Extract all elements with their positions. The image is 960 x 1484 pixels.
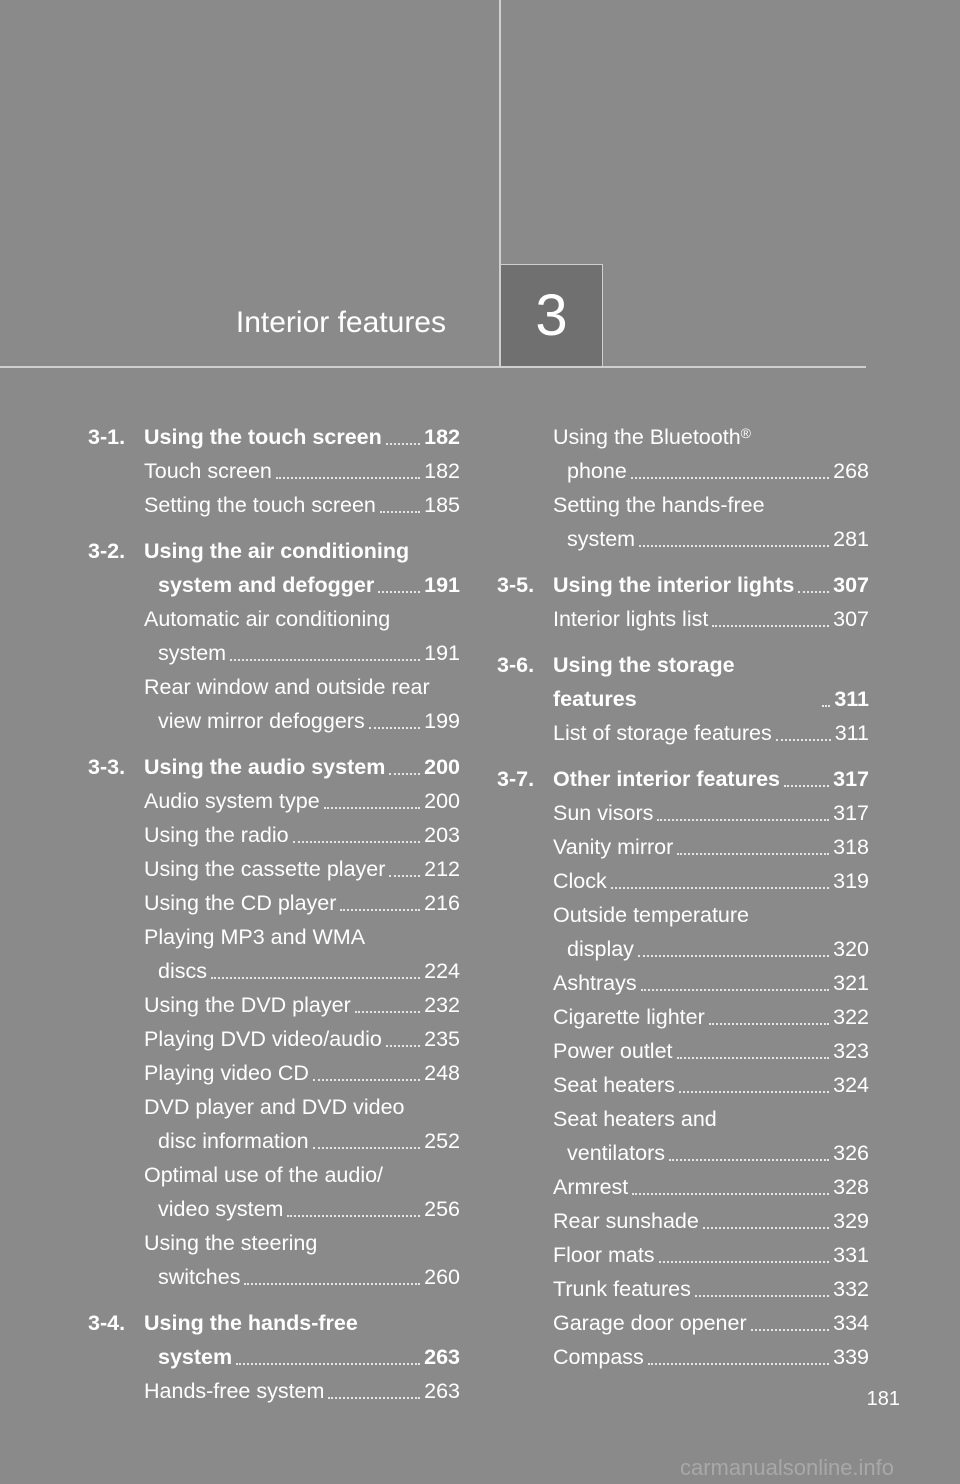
section-title[interactable] bbox=[497, 762, 869, 796]
toc-entry[interactable] bbox=[497, 1238, 869, 1272]
toc-page-number: 339 bbox=[833, 1345, 869, 1369]
dot-leader bbox=[677, 1057, 830, 1059]
dot-leader bbox=[677, 853, 829, 855]
dot-leader bbox=[798, 591, 829, 593]
toc-page-number: 200 bbox=[424, 789, 460, 813]
toc-page-number: 323 bbox=[833, 1039, 869, 1063]
dot-leader bbox=[386, 1045, 420, 1047]
toc-entry-text: Floor mats bbox=[553, 1243, 655, 1267]
toc-entry-text: Armrest bbox=[553, 1175, 629, 1199]
toc-entry[interactable] bbox=[88, 670, 460, 738]
dot-leader bbox=[784, 785, 829, 787]
toc-entry[interactable] bbox=[88, 920, 460, 988]
section-title[interactable] bbox=[497, 568, 869, 602]
toc-entry-text: system bbox=[158, 1345, 233, 1369]
toc-entry[interactable] bbox=[497, 1204, 869, 1238]
toc-entry-text: video system bbox=[158, 1197, 284, 1221]
toc-entry-text: system and defogger bbox=[158, 573, 375, 597]
toc-entry[interactable] bbox=[88, 1056, 460, 1090]
toc-section bbox=[497, 568, 869, 636]
section-title[interactable] bbox=[497, 648, 869, 716]
toc-page-number: 311 bbox=[834, 687, 869, 711]
toc-entry[interactable] bbox=[88, 818, 460, 852]
toc-entry-text: Trunk features bbox=[553, 1277, 691, 1301]
toc-entry-text: Using the touch screen bbox=[144, 425, 382, 449]
toc-entry-line-continued bbox=[88, 534, 460, 568]
toc-page-number: 263 bbox=[424, 1379, 460, 1403]
toc-entry[interactable] bbox=[497, 602, 869, 636]
dot-leader bbox=[679, 1091, 829, 1093]
section-title[interactable] bbox=[88, 750, 460, 784]
toc-section bbox=[88, 1306, 460, 1408]
toc-page-number: 332 bbox=[833, 1277, 869, 1301]
toc-entry-line bbox=[497, 1204, 869, 1238]
toc-entry-text: Power outlet bbox=[553, 1039, 673, 1063]
toc-entry[interactable] bbox=[497, 966, 869, 1000]
toc-page-number: 200 bbox=[424, 755, 460, 779]
toc-entry-line bbox=[497, 568, 869, 602]
dot-leader bbox=[380, 511, 420, 513]
section-number: 3-4. bbox=[88, 1311, 126, 1335]
toc-page-number: 311 bbox=[834, 721, 869, 745]
chapter-number: 3 bbox=[535, 283, 568, 348]
toc-right-column bbox=[497, 420, 869, 1374]
toc-entry-text: Seat heaters bbox=[553, 1073, 675, 1097]
toc-page-number: 328 bbox=[833, 1175, 869, 1199]
section-heading bbox=[88, 534, 460, 602]
dot-leader bbox=[703, 1227, 829, 1229]
toc-entry-text: Using the interior lights bbox=[553, 573, 795, 597]
toc-entry-text: Setting the hands-free bbox=[553, 493, 765, 517]
toc-page-number: 182 bbox=[424, 425, 460, 449]
toc-entry[interactable] bbox=[497, 1340, 869, 1374]
toc-entry-line bbox=[88, 1374, 460, 1408]
toc-entry[interactable] bbox=[497, 796, 869, 830]
toc-page-number: 199 bbox=[424, 709, 460, 733]
registered-mark: ® bbox=[740, 425, 751, 441]
toc-entry-text: switches bbox=[158, 1265, 241, 1289]
toc-entry[interactable] bbox=[497, 1034, 869, 1068]
dot-leader bbox=[632, 1193, 829, 1195]
toc-entry-line-continued bbox=[88, 920, 460, 954]
dot-leader bbox=[313, 1147, 421, 1149]
toc-entry-text: Using the audio system bbox=[144, 755, 386, 779]
dot-leader bbox=[695, 1295, 829, 1297]
horizontal-rule bbox=[0, 366, 866, 368]
dot-leader bbox=[631, 477, 829, 479]
toc-entry[interactable] bbox=[497, 1272, 869, 1306]
dot-leader bbox=[776, 739, 831, 741]
toc-entry-text: Cigarette lighter bbox=[553, 1005, 705, 1029]
dot-leader bbox=[287, 1215, 420, 1217]
dot-leader bbox=[369, 727, 420, 729]
toc-page-number: 235 bbox=[424, 1027, 460, 1051]
toc-page-number: 248 bbox=[424, 1061, 460, 1085]
toc-page-number: 256 bbox=[424, 1197, 460, 1221]
toc-entry[interactable] bbox=[88, 852, 460, 886]
dot-leader bbox=[313, 1079, 420, 1081]
section-title[interactable] bbox=[88, 1306, 460, 1374]
toc-page-number: 224 bbox=[424, 959, 460, 983]
toc-entry-line bbox=[497, 1238, 869, 1272]
toc-entry[interactable] bbox=[88, 886, 460, 920]
toc-section bbox=[497, 420, 869, 556]
toc-entry-line bbox=[497, 648, 869, 716]
section-number: 3-2. bbox=[88, 539, 126, 563]
toc-entry-text: Using the Bluetooth bbox=[553, 425, 741, 449]
toc-entry-text: Using the steering bbox=[144, 1231, 318, 1255]
page-number: 181 bbox=[866, 1388, 900, 1410]
toc-entry-text: Touch screen bbox=[144, 459, 272, 483]
toc-entry-line bbox=[497, 1034, 869, 1068]
toc-entry-line bbox=[497, 1068, 869, 1102]
toc-section bbox=[88, 420, 460, 522]
toc-entry-line bbox=[88, 636, 460, 670]
toc-page-number: 191 bbox=[424, 573, 460, 597]
dot-leader bbox=[659, 1261, 830, 1263]
dot-leader bbox=[244, 1283, 420, 1285]
dot-leader bbox=[324, 807, 420, 809]
toc-page-number: 329 bbox=[833, 1209, 869, 1233]
toc-entry[interactable] bbox=[497, 488, 869, 556]
toc-page-number: 232 bbox=[424, 993, 460, 1017]
toc-entry-line bbox=[88, 1260, 460, 1294]
toc-entry[interactable] bbox=[497, 1102, 869, 1170]
toc-entry-line bbox=[497, 1136, 869, 1170]
toc-page-number: 326 bbox=[833, 1141, 869, 1165]
toc-entry-line bbox=[497, 522, 869, 556]
toc-entry-line bbox=[88, 1192, 460, 1226]
dot-leader bbox=[639, 545, 829, 547]
toc-entry-line bbox=[88, 420, 460, 454]
toc-entry-text: Interior lights list bbox=[553, 607, 709, 631]
dot-leader bbox=[355, 1011, 420, 1013]
toc-page-number: 317 bbox=[833, 801, 869, 825]
dot-leader bbox=[293, 841, 421, 843]
toc-entry[interactable] bbox=[497, 1068, 869, 1102]
toc-page-number: 324 bbox=[833, 1073, 869, 1097]
toc-entry[interactable] bbox=[88, 1090, 460, 1158]
toc-entry-line bbox=[88, 1056, 460, 1090]
toc-entry-text: Other interior features bbox=[553, 767, 780, 791]
toc-entry-line-continued bbox=[88, 1226, 460, 1260]
toc-entry[interactable] bbox=[88, 1226, 460, 1294]
toc-section bbox=[88, 750, 460, 1294]
toc-entry-text: Compass bbox=[553, 1345, 644, 1369]
toc-page-number: 321 bbox=[833, 971, 869, 995]
toc-page-number: 252 bbox=[424, 1129, 460, 1153]
toc-page-number: 203 bbox=[424, 823, 460, 847]
toc-entry-text: Ashtrays bbox=[553, 971, 637, 995]
toc-entry[interactable] bbox=[88, 1022, 460, 1056]
toc-entry[interactable] bbox=[88, 1158, 460, 1226]
toc-entry[interactable] bbox=[497, 864, 869, 898]
toc-section bbox=[497, 762, 869, 1374]
toc-entry-line-continued bbox=[497, 420, 869, 454]
dot-leader bbox=[230, 659, 420, 661]
toc-entry-line-continued bbox=[497, 488, 869, 522]
toc-page-number: 307 bbox=[833, 573, 869, 597]
toc-entry-text: discs bbox=[158, 959, 207, 983]
toc-entry[interactable] bbox=[497, 716, 869, 750]
toc-entry[interactable] bbox=[88, 488, 460, 522]
toc-entry-text: Outside temperature bbox=[553, 903, 749, 927]
toc-entry-line-continued bbox=[497, 1102, 869, 1136]
toc-entry-line bbox=[497, 716, 869, 750]
toc-left-column bbox=[88, 420, 460, 1408]
section-heading bbox=[88, 420, 460, 454]
toc-entry-line bbox=[497, 1306, 869, 1340]
toc-entry-line bbox=[88, 488, 460, 522]
toc-section bbox=[88, 534, 460, 738]
dot-leader bbox=[276, 477, 420, 479]
toc-entry-line bbox=[497, 602, 869, 636]
section-heading bbox=[497, 568, 869, 602]
section-number: 3-1. bbox=[88, 425, 126, 449]
toc-entry-text: DVD player and DVD video bbox=[144, 1095, 405, 1119]
toc-entry[interactable] bbox=[497, 1170, 869, 1204]
toc-entry-text: display bbox=[567, 937, 634, 961]
toc-entry-line bbox=[88, 886, 460, 920]
section-number: 3-6. bbox=[497, 653, 535, 677]
toc-entry-line bbox=[88, 784, 460, 818]
toc-entry-text: Using the CD player bbox=[144, 891, 337, 915]
toc-entry-text: Automatic air conditioning bbox=[144, 607, 391, 631]
toc-entry[interactable] bbox=[88, 988, 460, 1022]
toc-entry[interactable] bbox=[497, 1000, 869, 1034]
toc-page-number: 263 bbox=[424, 1345, 460, 1369]
toc-page-number: 317 bbox=[833, 767, 869, 791]
toc-page-number: 191 bbox=[424, 641, 460, 665]
dot-leader bbox=[669, 1159, 829, 1161]
chapter-title: Interior features bbox=[235, 306, 446, 339]
dot-leader bbox=[389, 773, 420, 775]
site-watermark: carmanualsonline.info bbox=[680, 1455, 895, 1480]
section-number: 3-7. bbox=[497, 767, 535, 791]
toc-entry[interactable] bbox=[88, 602, 460, 670]
toc-entry-text: view mirror defoggers bbox=[158, 709, 365, 733]
chapter-number-tab bbox=[500, 264, 603, 366]
toc-entry-line-continued bbox=[88, 602, 460, 636]
toc-entry[interactable] bbox=[497, 420, 869, 488]
toc-entry-line bbox=[497, 830, 869, 864]
toc-entry-line bbox=[497, 454, 869, 488]
section-number: 3-3. bbox=[88, 755, 126, 779]
toc-entry-text: Using the hands-free bbox=[144, 1311, 358, 1335]
dot-leader bbox=[648, 1363, 829, 1365]
toc-entry-line-continued bbox=[88, 670, 460, 704]
toc-page-number: 334 bbox=[833, 1311, 869, 1335]
toc-entry-text: Using the DVD player bbox=[144, 993, 351, 1017]
toc-page-number: 182 bbox=[424, 459, 460, 483]
dot-leader bbox=[328, 1397, 420, 1399]
toc-page-number: 216 bbox=[424, 891, 460, 915]
toc-entry-text: Playing DVD video/audio bbox=[144, 1027, 382, 1051]
dot-leader bbox=[386, 443, 420, 445]
toc-page-number: 281 bbox=[833, 527, 869, 551]
toc-entry-text: Hands-free system bbox=[144, 1379, 325, 1403]
toc-page-number: 212 bbox=[424, 857, 460, 881]
section-heading bbox=[88, 750, 460, 784]
toc-entry-line bbox=[88, 818, 460, 852]
dot-leader bbox=[211, 977, 420, 979]
section-heading bbox=[88, 1306, 460, 1374]
toc-entry-line-continued bbox=[497, 898, 869, 932]
toc-page-number: 307 bbox=[833, 607, 869, 631]
section-heading bbox=[497, 762, 869, 796]
dot-leader bbox=[340, 909, 420, 911]
toc-entry[interactable] bbox=[88, 784, 460, 818]
toc-entry-text: Using the air conditioning bbox=[144, 539, 410, 563]
toc-entry-line bbox=[88, 1340, 460, 1374]
dot-leader bbox=[709, 1023, 829, 1025]
toc-entry-text: system bbox=[567, 527, 636, 551]
toc-entry-text: Clock bbox=[553, 869, 607, 893]
toc-entry-line bbox=[497, 796, 869, 830]
toc-entry-text: Optimal use of the audio/ bbox=[144, 1163, 384, 1187]
toc-section bbox=[497, 648, 869, 750]
dot-leader bbox=[638, 955, 829, 957]
toc-entry-text: Using the storage features bbox=[553, 653, 735, 711]
dot-leader bbox=[751, 1329, 829, 1331]
toc-entry-line bbox=[497, 966, 869, 1000]
toc-page-number: 322 bbox=[833, 1005, 869, 1029]
toc-entry-line-continued bbox=[88, 1158, 460, 1192]
section-heading bbox=[497, 648, 869, 716]
toc-page-number: 331 bbox=[833, 1243, 869, 1267]
toc-entry-text: ventilators bbox=[567, 1141, 665, 1165]
toc-page-number: 268 bbox=[833, 459, 869, 483]
toc-entry-line bbox=[88, 704, 460, 738]
toc-entry[interactable] bbox=[88, 454, 460, 488]
toc-entry-line bbox=[497, 864, 869, 898]
toc-entry-text: Sun visors bbox=[553, 801, 654, 825]
toc-entry[interactable] bbox=[497, 1306, 869, 1340]
toc-entry-text: List of storage features bbox=[553, 721, 772, 745]
toc-entry-text: Rear sunshade bbox=[553, 1209, 699, 1233]
toc-entry-line bbox=[88, 1124, 460, 1158]
toc-entry-line bbox=[497, 1000, 869, 1034]
toc-entry-text: Playing MP3 and WMA bbox=[144, 925, 366, 949]
dot-leader bbox=[389, 875, 420, 877]
toc-page-number: 260 bbox=[424, 1265, 460, 1289]
toc-entry-text: Setting the touch screen bbox=[144, 493, 376, 517]
toc-entry-text: phone bbox=[567, 459, 627, 483]
section-title[interactable] bbox=[88, 420, 460, 454]
toc-entry-text: system bbox=[158, 641, 227, 665]
toc-entry-line bbox=[497, 932, 869, 966]
toc-entry-line bbox=[88, 1022, 460, 1056]
dot-leader bbox=[657, 819, 829, 821]
dot-leader bbox=[712, 625, 829, 627]
toc-entry-line bbox=[497, 1272, 869, 1306]
toc-entry-text: Audio system type bbox=[144, 789, 320, 813]
toc-page-number: 320 bbox=[833, 937, 869, 961]
toc-entry-text: Rear window and outside rear bbox=[144, 675, 430, 699]
toc-entry-text: Playing video CD bbox=[144, 1061, 309, 1085]
dot-leader bbox=[611, 887, 829, 889]
toc-entry-line bbox=[497, 762, 869, 796]
toc-page-number: 319 bbox=[833, 869, 869, 893]
toc-entry-line bbox=[88, 454, 460, 488]
toc-page-number: 185 bbox=[424, 493, 460, 517]
toc-page-number: 318 bbox=[833, 835, 869, 859]
toc-entry-line bbox=[497, 1170, 869, 1204]
toc-entry-text: Vanity mirror bbox=[553, 835, 674, 859]
toc-entry-line-continued bbox=[88, 1306, 460, 1340]
toc-entry-line bbox=[88, 852, 460, 886]
toc-entry-line bbox=[88, 954, 460, 988]
toc-entry-line bbox=[88, 988, 460, 1022]
toc-entry[interactable] bbox=[497, 898, 869, 966]
toc-entry[interactable] bbox=[497, 830, 869, 864]
dot-leader bbox=[641, 989, 829, 991]
toc-entry-text: Using the cassette player bbox=[144, 857, 386, 881]
toc-entry[interactable] bbox=[88, 1374, 460, 1408]
section-number: 3-5. bbox=[497, 573, 535, 597]
toc-entry-text: Using the radio bbox=[144, 823, 289, 847]
dot-leader bbox=[822, 705, 830, 707]
toc-entry-line bbox=[497, 1340, 869, 1374]
section-title[interactable] bbox=[88, 534, 460, 602]
dot-leader bbox=[236, 1363, 420, 1365]
dot-leader bbox=[378, 591, 420, 593]
toc-entry-line bbox=[88, 750, 460, 784]
toc-entry-line bbox=[88, 568, 460, 602]
toc-entry-text: Seat heaters and bbox=[553, 1107, 717, 1131]
toc-entry-line-continued bbox=[88, 1090, 460, 1124]
toc-entry-text: Garage door opener bbox=[553, 1311, 747, 1335]
toc-entry-text: disc information bbox=[158, 1129, 309, 1153]
